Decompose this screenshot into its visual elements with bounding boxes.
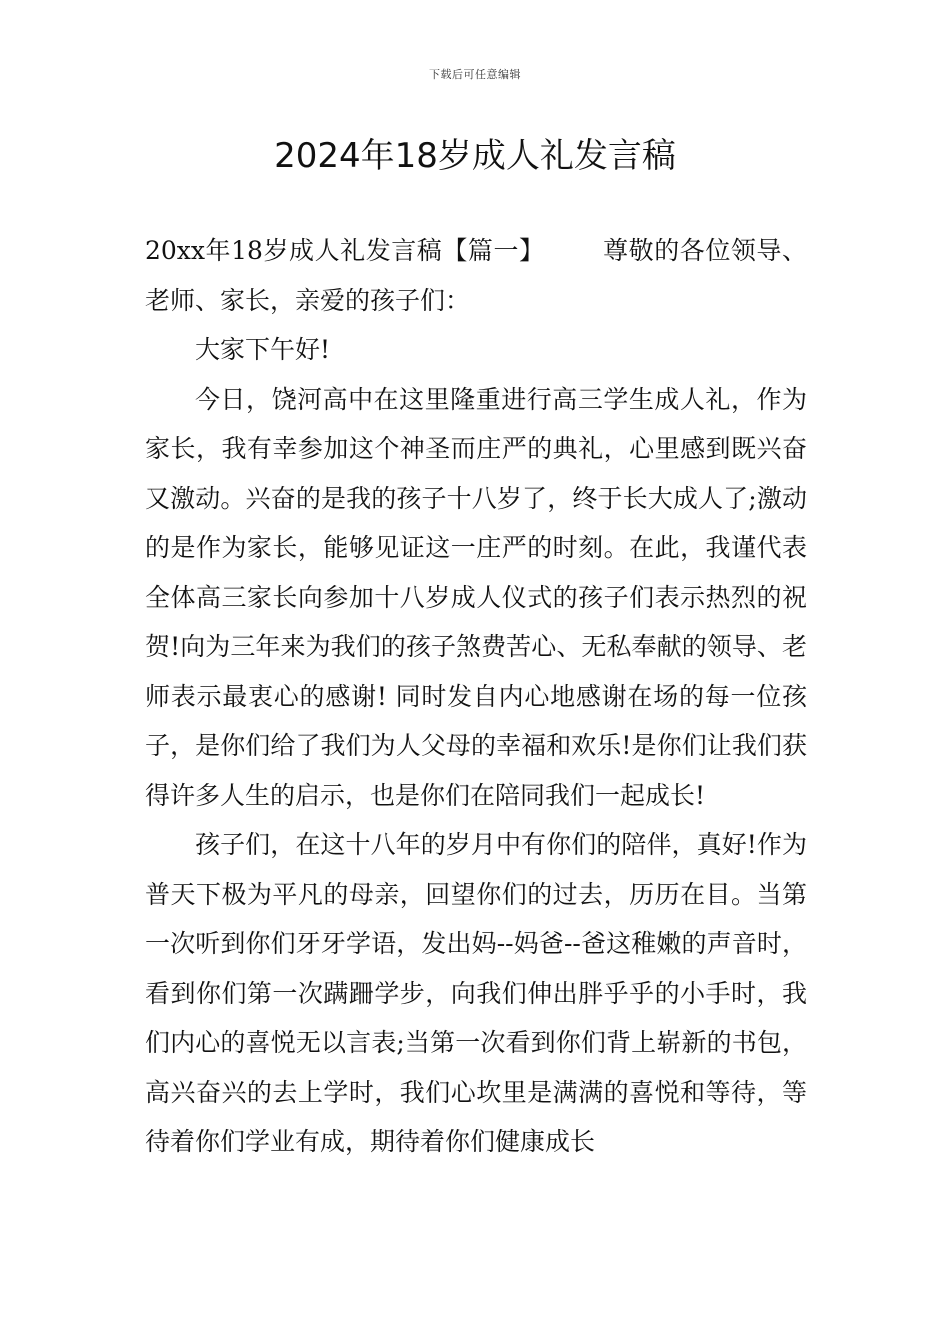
greeting: 大家下午好! bbox=[195, 335, 331, 364]
intro-paragraph bbox=[145, 226, 807, 325]
page-title: 2024年18岁成人礼发言稿 bbox=[274, 136, 676, 176]
salutation: 尊敬的各位领导、老师、家长，亲爱的孩子们： bbox=[145, 236, 807, 315]
document-body bbox=[145, 226, 807, 1167]
section-heading: 20xx年18岁成人礼发言稿【篇一】 bbox=[145, 236, 545, 265]
body-paragraph-2: 孩子们，在这十八年的岁月中有你们的陪伴，真好!作为普天下极为平凡的母亲，回望你们的过去，历历在目。当第一次听到你们牙牙学语，发出妈--妈爸--爸这稚嫩的声音时，看到你们第一次蹒跚学步，向我们伸出胖乎乎的小手时，我们内心的喜悦无以言表;当第一次看到你们背上崭新的书包，高兴奋兴的去上学时，我们心坎里是满满的喜悦和等待，等待着你们学业有成，期待着你们健康成长 bbox=[145, 830, 807, 1156]
body-paragraph-1: 今日，饶河高中在这里隆重进行高三学生成人礼，作为家长，我有幸参加这个神圣而庄严的典礼，心里感到既兴奋又激动。兴奋的是我的孩子十八岁了，终于长大成人了;激动的是作为家长，能够见证这一庄严的时刻。在此，我谨代表全体高三家长向参加十八岁成人仪式的孩子们表示热烈的祝贺!向为三年来为我们的孩子煞费苦心、无私奉献的领导、老师表示最衷心的感谢! 同时发自内心地感谢在场的每一位孩子，是你们给了我们为人父母的幸福和欢乐!是你们让我们获得许多人生的启示，也是你们在陪同我们一起成长! bbox=[145, 384, 807, 810]
header-note: 下载后可任意编辑 bbox=[429, 68, 521, 81]
